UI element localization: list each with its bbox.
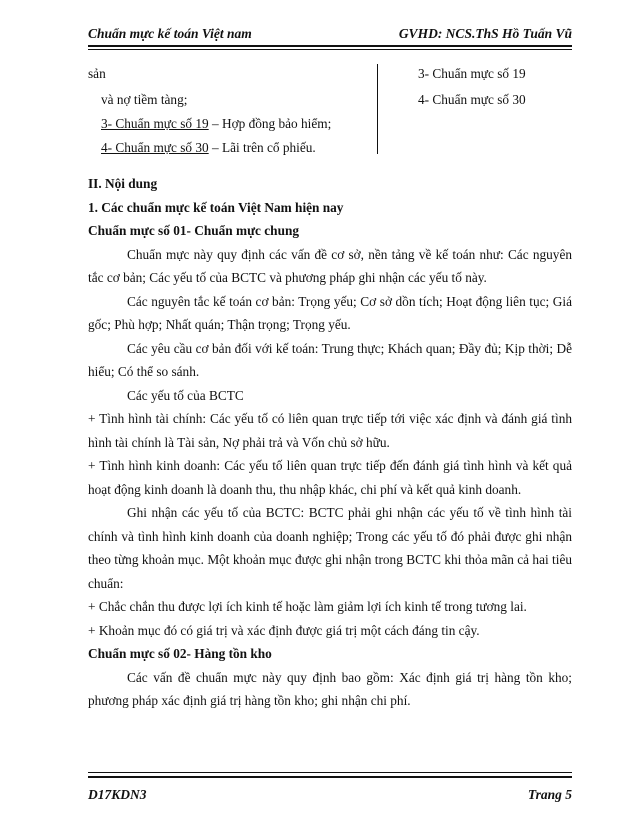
header-left-title: Chuẩn mực kế toán Việt nam xyxy=(88,26,252,41)
paragraph: Ghi nhận các yếu tố của BCTC: BCTC phải ghi nhận các yếu tố về tình hình tài chính và tình hình kinh doanh của doanh nghiệp; Trong các yếu tố đó phải được ghi nhận theo từng khoản mục. Một khoản mục được ghi nhận trong BCTC khi thỏa mãn cả hai tiêu chuẩn: xyxy=(88,505,572,591)
paragraph: Các vấn đề chuẩn mực này quy định bao gồm: Xác định giá trị hàng tồn kho; phương pháp xác định giá trị hàng tồn kho; ghi nhận chi phí. xyxy=(88,669,572,708)
bullet-paragraph: + Chắc chắn thu được lợi ích kinh tế hoặc làm giảm lợi ích kinh tế trong tương lai. xyxy=(88,599,527,614)
bullet-paragraph: + Tình hình kinh doanh: Các yếu tố liên quan trực tiếp đến đánh giá tình hình và kết quả hoạt động kinh doanh là doanh thu, thu nhập khác, chi phí và kết quả kinh doanh. xyxy=(88,458,572,497)
header-rule-thin xyxy=(88,49,572,50)
paragraph: Các nguyên tắc kế toán cơ bản: Trọng yếu; Cơ sở dồn tích; Hoạt động liên tục; Giá gốc; Phù hợp; Nhất quán; Thận trọng; Trọng yếu. xyxy=(88,293,572,332)
table-cell-right-line: 3- Chuẩn mực số 19 xyxy=(418,66,526,81)
subsection-heading: 1. Các chuẩn mực kế toán Việt Nam hiện nay xyxy=(88,199,344,215)
table-cell-left-line: và nợ tiềm tàng; xyxy=(101,92,188,107)
footer-page-number: Trang 5 xyxy=(527,787,572,802)
bullet-paragraph: + Tình hình tài chính: Các yếu tố có liên quan trực tiếp tới việc xác định và đánh giá tình hình tài chính là Tài sản, Nợ phải trả và Vốn chủ sở hữu. xyxy=(88,411,572,450)
paragraph: Các yêu cầu cơ bản đối với kế toán: Trung thực; Khách quan; Đầy đủ; Kịp thời; Dễ hiểu; Có thể so sánh. xyxy=(88,340,572,379)
table-column-divider xyxy=(377,64,378,154)
table-cell-left-ref xyxy=(101,116,331,132)
paragraph: Các yếu tố của BCTC xyxy=(127,387,244,403)
standard-heading: Chuẩn mực số 01- Chuẩn mực chung xyxy=(88,223,300,238)
footer-rule-thin xyxy=(88,772,572,773)
document-body xyxy=(88,172,572,713)
page-header xyxy=(88,22,572,44)
footer-rule-thick xyxy=(88,776,572,778)
standard-ref-text: – Hợp đồng bảo hiểm; xyxy=(208,116,332,131)
header-right-instructor: GVHD: NCS.ThS Hồ Tuấn Vũ xyxy=(398,26,572,41)
table-cell-right-line: 4- Chuẩn mực số 30 xyxy=(418,92,526,107)
standard-ref-link[interactable]: 4- Chuẩn mực số 30 xyxy=(101,140,209,155)
table-cell-left-ref xyxy=(101,140,316,156)
standard-ref-text: – Lãi trên cổ phiếu. xyxy=(208,140,316,155)
standard-ref-link[interactable]: 3- Chuẩn mực số 19 xyxy=(101,116,209,131)
standard-heading: Chuẩn mực số 02- Hàng tồn kho xyxy=(88,646,272,661)
section-heading: II. Nội dung xyxy=(88,176,158,191)
bullet-paragraph: + Khoản mục đó có giá trị và xác định được giá trị một cách đáng tin cậy. xyxy=(88,622,480,638)
table-cell-left-line: sản xyxy=(88,66,106,81)
paragraph: Chuẩn mực này quy định các vấn đề cơ sở, nền tảng về kế toán như: Các nguyên tắc cơ bản; Các yếu tố của BCTC và phương pháp ghi nhận các yếu tố này. xyxy=(88,246,572,285)
header-rule-thick xyxy=(88,45,572,47)
footer-class-code: D17KDN3 xyxy=(88,787,147,802)
